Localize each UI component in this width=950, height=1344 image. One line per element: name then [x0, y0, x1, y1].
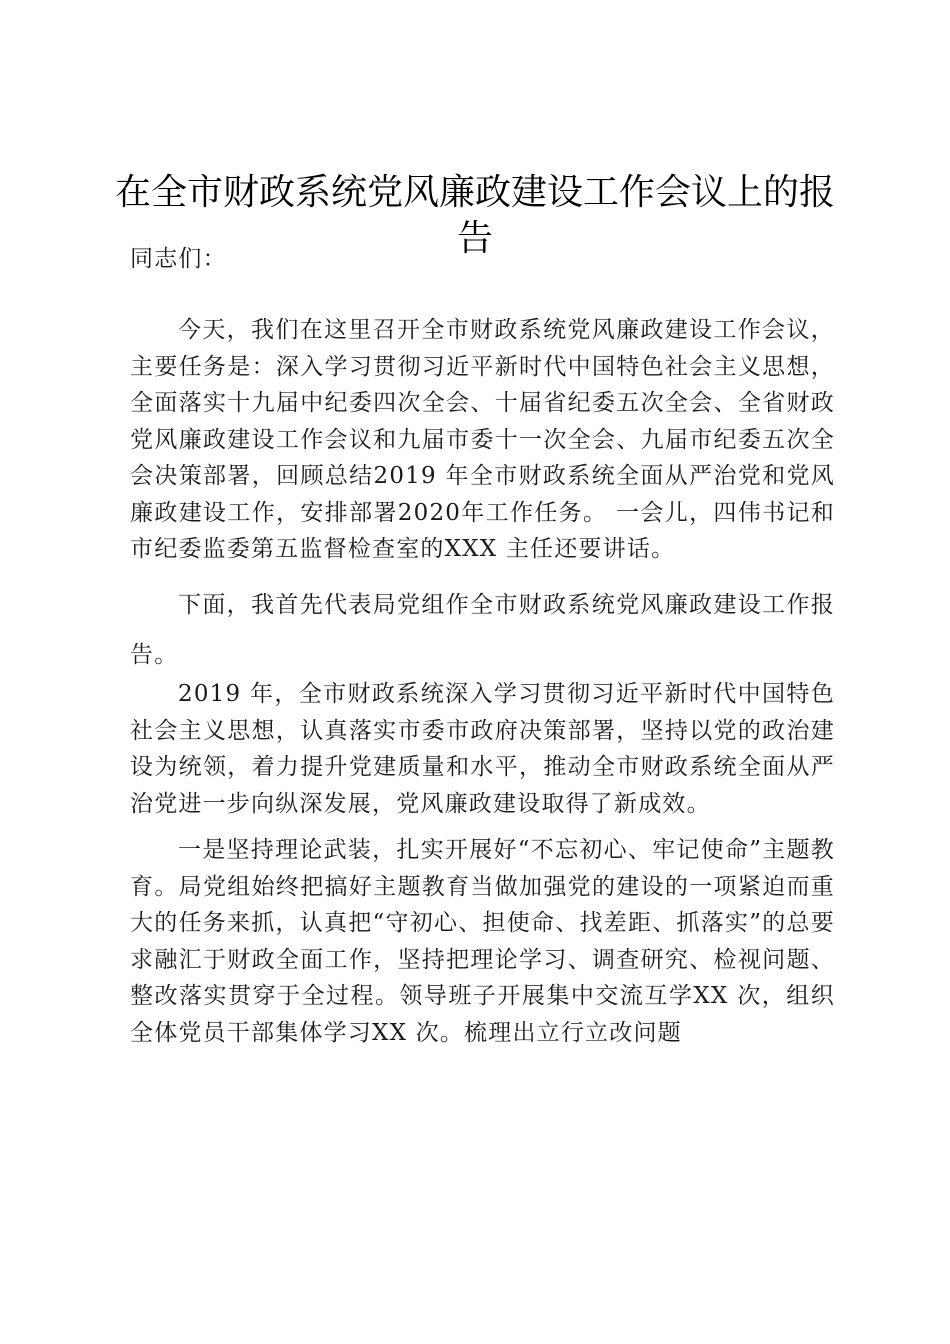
document-title: 在全市财政系统党风廉政建设工作会议上的报告 [114, 172, 835, 259]
paragraph-opening: 今天，我们在这里召开全市财政系统党风廉政建设工作会议，主要任务是：深入学习贯彻习近平新时代中国特色社会主义思想，全面落实十九届中纪委四次全会、十届省纪委五次全会、全省财政党风廉政建设工作会议和九届市委十一次全会、九届市纪委五次全会决策部署，回顾总结2019 年全市财政系统全面从严治党和党风廉政建设工作，安排部署2020年工作任务。 一会儿，四伟书记和市纪委监委第五监督检查室的XXX 主任还要讲话。 [130, 317, 835, 562]
paragraph-2019-summary: 2019 年，全市财政系统深入学习贯彻习近平新时代中国特色社会主义思想，认真落实市委市政府决策部署，坚持以党的政治建设为统领，着力提升党建质量和水平，推动全市财政系统全面从严治党进一步向纵深发展，党风廉政建设取得了新成效。 [130, 681, 835, 817]
greeting: 同志们： [130, 246, 227, 272]
paragraph-theory-education: 一是坚持理论武装，扎实开展好“不忘初心、牢记使命”主题教育。局党组始终把搞好主题教育当做加强党的建设的一项紧迫而重大的任务来抓，认真把“守初心、担使命、找差距、抓落实”的总要求融汇于财政全面工作，坚持把理论学习、调查研究、检视问题、整改落实贯穿于全过程。领导班子开展集中交流互学XX 次，组织全体党员干部集体学习XX 次。梳理出立行立改问题 [130, 837, 835, 1046]
paragraph-report-intro: 下面，我首先代表局党组作全市财政系统党风廉政建设工作报告。 [130, 592, 835, 668]
